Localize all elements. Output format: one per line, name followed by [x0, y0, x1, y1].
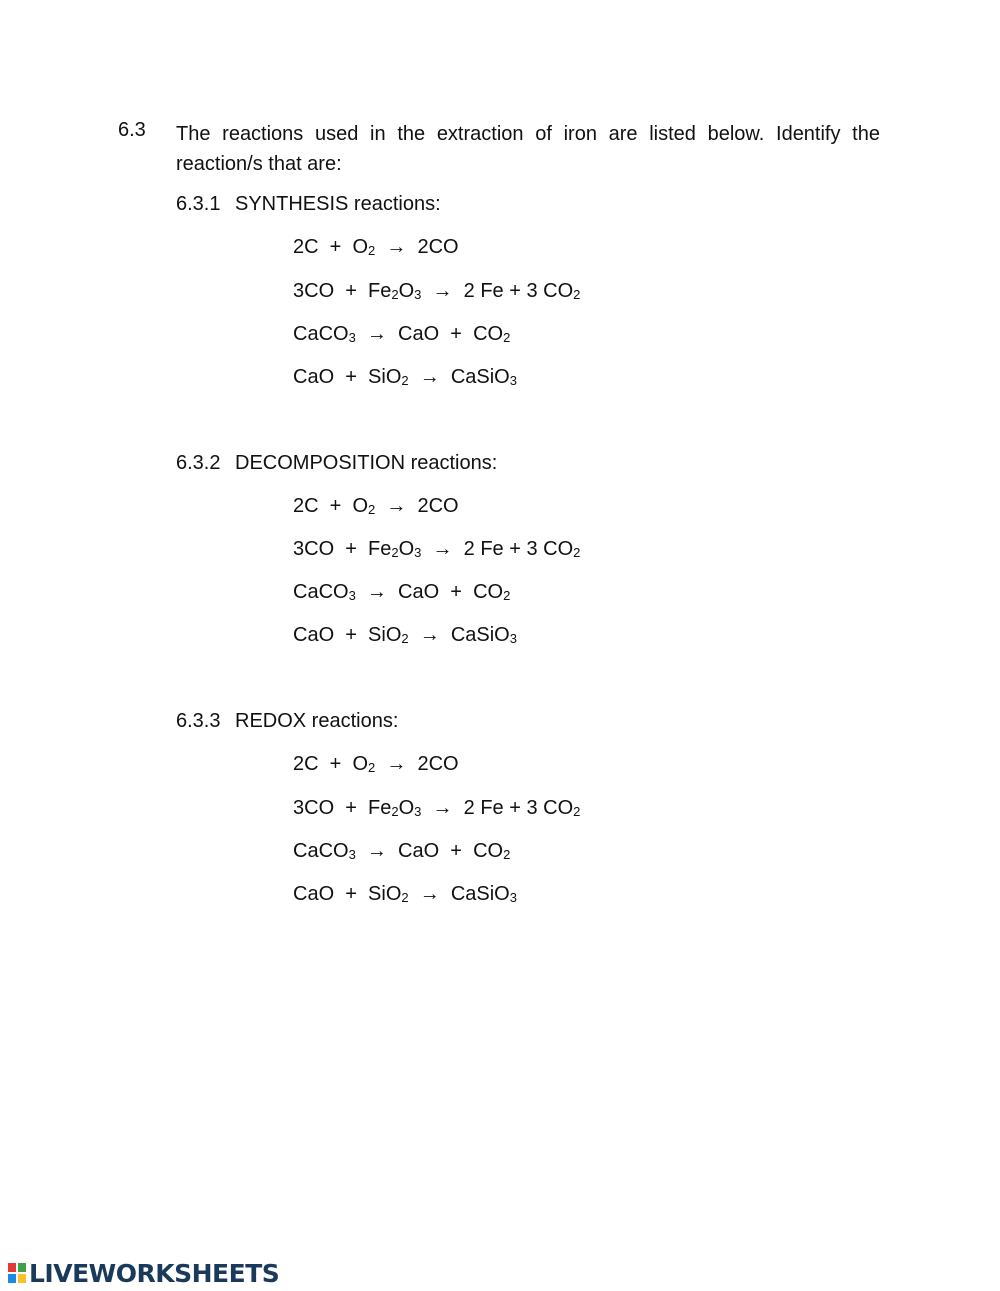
- equation: CaO + SiO$_2$ → CaSiO$_3$: [293, 366, 517, 388]
- section-heading-synthesis: [176, 193, 441, 216]
- subscript: 3: [414, 804, 422, 819]
- subscript: 2: [391, 804, 399, 819]
- section-number: 6.3.1: [176, 193, 221, 215]
- subscript: 2: [573, 545, 581, 560]
- subscript: 3: [414, 287, 422, 302]
- subscript: 2: [503, 847, 511, 862]
- logo-square: [18, 1263, 26, 1272]
- subscript: 2: [401, 631, 409, 646]
- equation: $3CO + Fe_2O_3 \to 2$ Fe + 3 $CO_2$: [293, 797, 581, 819]
- logo-square: [8, 1263, 16, 1272]
- equation: CaO + SiO$_2$ → CaSiO$_3$: [293, 624, 517, 646]
- equation: CaCO$_3$ → CaO + $CO_2$: [293, 840, 511, 862]
- section-number: 6.3.2: [176, 452, 221, 474]
- section-number: 6.3.3: [176, 710, 221, 732]
- subscript: 3: [348, 847, 356, 862]
- equation: $3CO + Fe_2O_3 \to 2$ Fe + 3 $CO_2$: [293, 538, 581, 560]
- subscript: 2: [573, 804, 581, 819]
- subscript: 3: [414, 545, 422, 560]
- subscript: 2: [368, 760, 376, 775]
- subscript: 2: [401, 890, 409, 905]
- subscript: 3: [509, 631, 517, 646]
- logo-square: [18, 1274, 26, 1283]
- liveworksheets-logo[interactable]: [8, 1258, 279, 1288]
- subscript: 3: [509, 373, 517, 388]
- equation: CaCO$_3$ → CaO + $CO_2$: [293, 581, 511, 603]
- equation: $2C + O_2 \to 2CO$: [293, 236, 459, 258]
- subscript: 2: [503, 330, 511, 345]
- subscript: 3: [509, 890, 517, 905]
- equation: CaO + SiO$_2$ → CaSiO$_3$: [293, 883, 517, 905]
- equation: CaCO$_3$ → CaO + $CO_2$: [293, 323, 511, 345]
- logo-mark-icon: [8, 1263, 26, 1283]
- logo-square: [8, 1274, 16, 1283]
- section-heading-redox: [176, 710, 398, 733]
- section-heading-decomposition: [176, 452, 497, 475]
- section-title: REDOX reactions:: [235, 710, 399, 732]
- logo-text: LIVEWORKSHEETS: [29, 1258, 280, 1288]
- equation: $2C + O_2 \to 2CO$: [293, 753, 459, 775]
- equation: $3CO + Fe_2O_3 \to 2$ Fe + 3 $CO_2$: [293, 280, 581, 302]
- subscript: 2: [503, 588, 511, 603]
- section-title: SYNTHESIS reactions:: [235, 193, 441, 215]
- section-title: DECOMPOSITION reactions:: [235, 452, 498, 474]
- subscript: 3: [348, 330, 356, 345]
- subscript: 2: [368, 243, 376, 258]
- subscript: 2: [391, 545, 399, 560]
- subscript: 2: [391, 287, 399, 302]
- subscript: 3: [348, 588, 356, 603]
- subscript: 2: [401, 373, 409, 388]
- subscript: 2: [573, 287, 581, 302]
- equation: $2C + O_2 \to 2CO$: [293, 495, 459, 517]
- question-number: 6.3: [118, 119, 146, 141]
- subscript: 2: [368, 502, 376, 517]
- question-text: The reactions used in the extraction of iron are listed below. Identify the reaction/s that are:: [176, 123, 880, 175]
